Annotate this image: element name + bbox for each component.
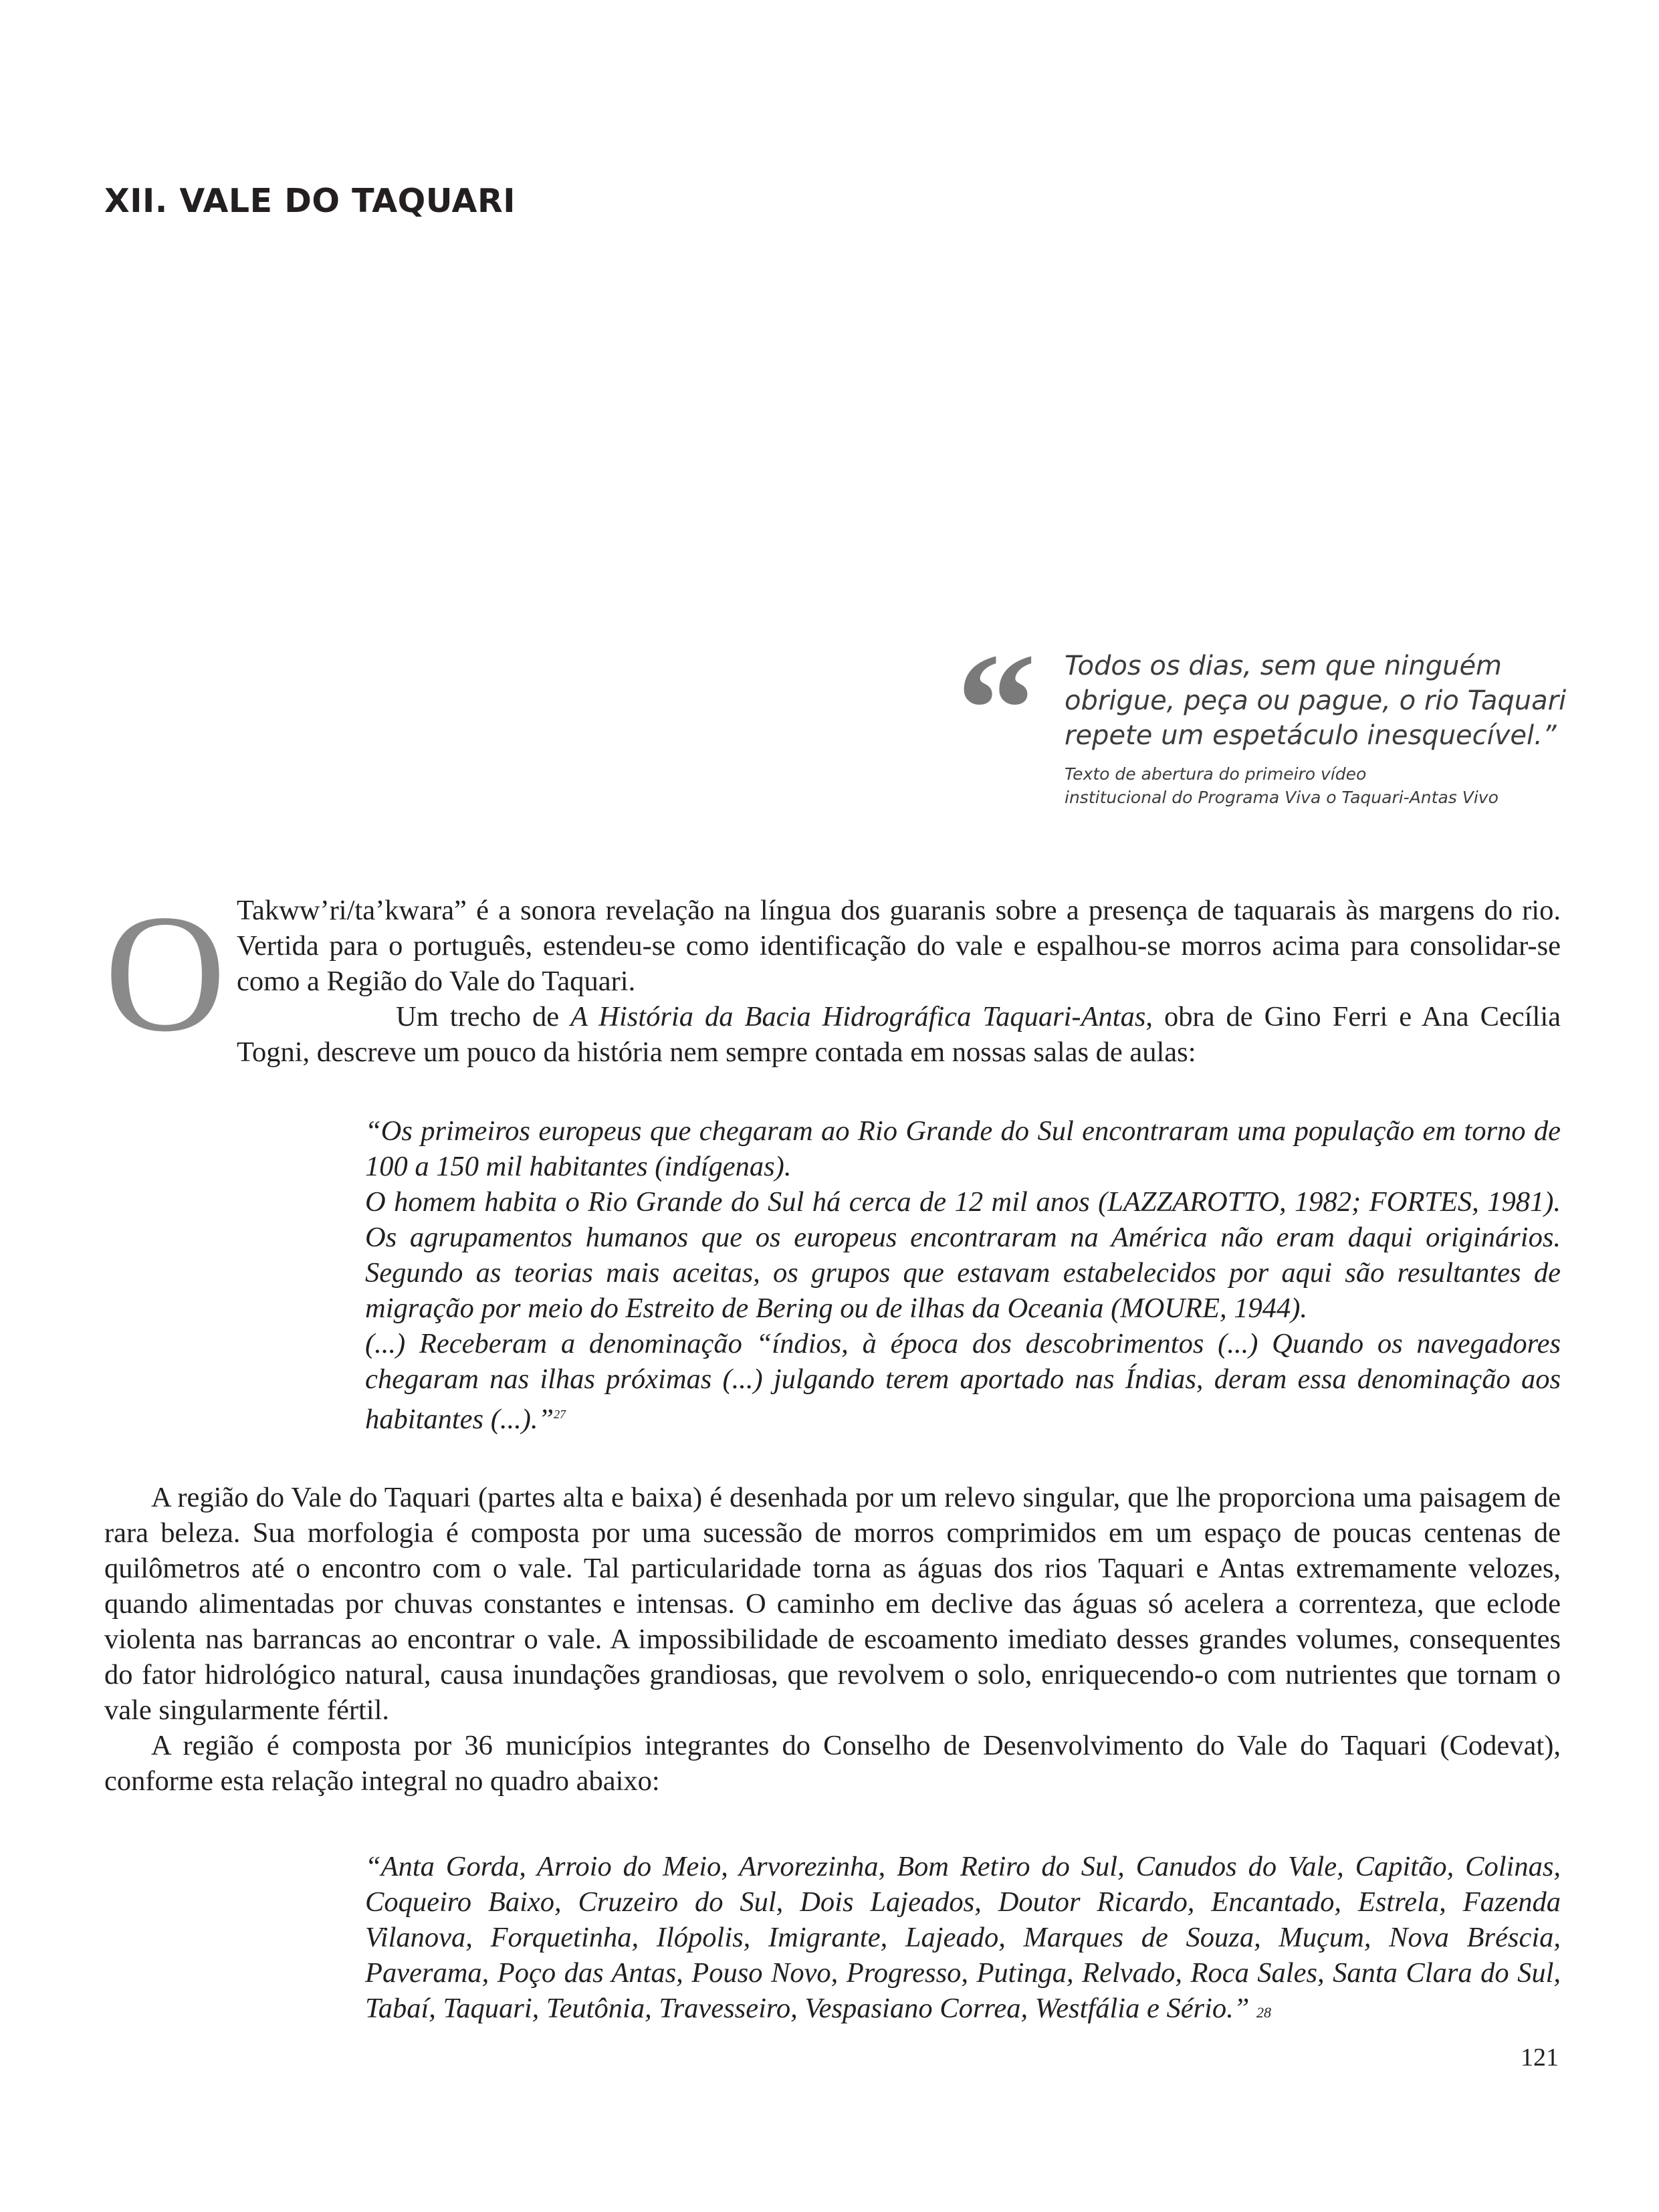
- intro-paragraph-1: Takww’ri/ta’kwara” é a sonora revelação na língua dos guaranis sobre a presença de taquarais às margens do rio. Vertida para o português, estendeu-se como identificação do vale e espalhou-se morros acima para consolidar-se como a Região do Vale do Taquari.: [237, 895, 1561, 997]
- body-paragraph-relief: A região do Vale do Taquari (partes alta e baixa) é desenhada por um relevo singular, que lhe proporciona uma paisagem de rara beleza. Sua morfologia é composta por uma sucessão de morros comprimidos em um espaço de poucas centenas de quilômetros até o encontro com o vale. Tal particularidade torna as águas dos rios Taquari e Antas extremamente velozes, quando alimentadas por chuvas constantes e intensas. O caminho em declive das águas só acelera a correnteza, que eclode violenta nas barrancas ao encontrar o vale. A impossibilidade de escoamento imediato desses grandes volumes, consequentes do fator hidrológico natural, causa inundações grandiosas, que revolvem o solo, enriquecendo-o com nutrientes que tornam o vale singularmente fértil.: [104, 1482, 1561, 1726]
- quote-mark-icon: “: [956, 620, 1036, 798]
- body-section: [104, 1480, 1561, 1799]
- epigraph-source: [1065, 762, 1586, 809]
- epigraph-source-line2: institucional do Programa Viva o Taquari-Antas Vivo: [1065, 788, 1499, 807]
- quote-line-3-text: (...) Receberam a denominação “índios, à época dos descobrimentos (...) Quando os navegadores chegaram nas ilhas próximas (...) julgando terem aportado nas Índias, deram essa denominação aos habitantes (...).”: [365, 1328, 1561, 1436]
- quote-line-3: [365, 1326, 1561, 1437]
- epigraph-text: Todos os dias, sem que ninguém obrigue, peça ou pague, o rio Taquari repete um espetáculo inesquecível.”: [1065, 651, 1567, 751]
- page-number: 121: [1521, 2043, 1559, 2072]
- intro-section: [104, 879, 1561, 1070]
- epigraph-source-line1: Texto de abertura do primeiro vídeo: [1065, 764, 1367, 784]
- intro-paragraph-2: [104, 999, 1561, 1070]
- chapter-title: XII. VALE DO TAQUARI: [104, 182, 516, 220]
- block-quote-municipalities: [365, 1849, 1561, 2030]
- footnote-marker-27: 27: [554, 1408, 566, 1421]
- intro-paragraph-2-start: Um trecho de: [396, 1001, 571, 1032]
- intro-paragraph-2-end: , obra de Gino Ferri e Ana Cecília Togni, descreve um pouco da história nem sempre contada em nossas salas de aulas:: [237, 1001, 1561, 1068]
- body-paragraph-municipalities: A região é composta por 36 municípios integrantes do Conselho de Desenvolvimento do Vale do Taquari (Codevat), conforme esta relação integral no quadro abaixo:: [104, 1730, 1561, 1797]
- block-quote-history: [365, 1113, 1561, 1437]
- quote-line-1: “Os primeiros europeus que chegaram ao Rio Grande do Sul encontraram uma população em torno de 100 a 150 mil habitantes (indígenas).: [365, 1115, 1561, 1182]
- municipalities-text: “Anta Gorda, Arroio do Meio, Arvorezinha, Bom Retiro do Sul, Canudos do Vale, Capitão, Colinas, Coqueiro Baixo, Cruzeiro do Sul, Dois Lajeados, Doutor Ricardo, Encantado, Estrela, Fazenda Vilanova, Forquetinha, Ilópolis, Imigrante, Lajeado, Marques de Souza, Muçum, Nova Bréscia, Paverama, Poço das Antas, Pouso Novo, Progresso, Putinga, Relvado, Roca Sales, Santa Clara do Sul, Tabaí, Taquari, Teutônia, Travesseiro, Vespasiano Correa, Westfália e Sério.”: [365, 1851, 1561, 2024]
- footnote-marker-28: 28: [1256, 2004, 1272, 2021]
- quote-line-2: O homem habita o Rio Grande do Sul há cerca de 12 mil anos (LAZZAROTTO, 1982; FORTES, 1981). Os agrupamentos humanos que os europeus encontraram na América não eram daqui originários. Segundo as teorias mais aceitas, os grupos que estavam estabelecidos por aqui são resultantes de migração por meio do Estreito de Bering ou de ilhas da Oceania (MOURE, 1944).: [365, 1186, 1561, 1324]
- municipalities-list: [365, 1849, 1561, 2030]
- book-title: A História da Bacia Hidrográfica Taquari-Antas: [570, 1001, 1146, 1032]
- drop-cap: O: [104, 879, 226, 1067]
